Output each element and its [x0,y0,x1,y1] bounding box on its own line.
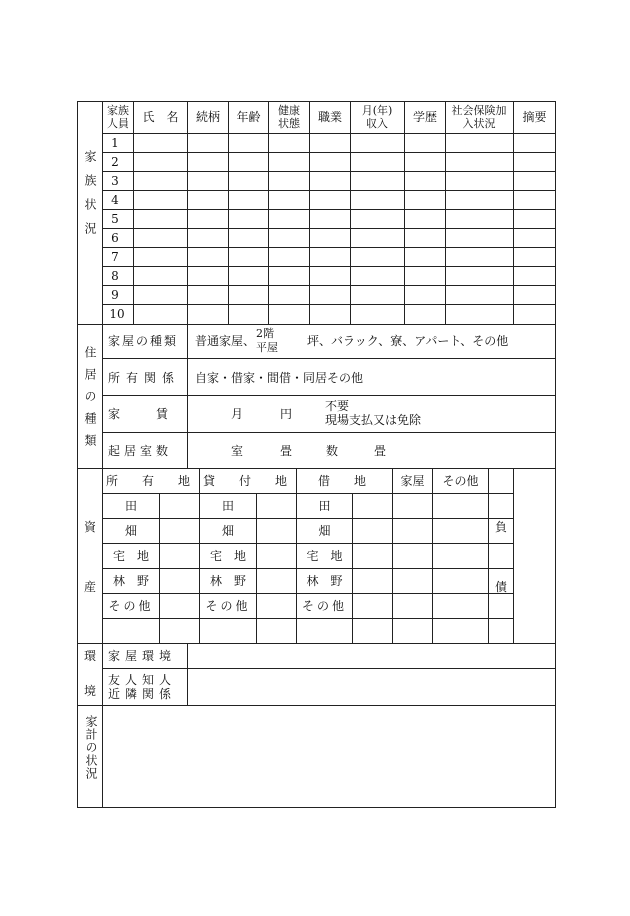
lent-residential: 宅 地 [209,549,246,563]
family-row-line [102,266,556,267]
assets-row-line [102,618,514,619]
ownership-value: 自家・借家・間借・同居その他 [195,371,364,385]
divider-assets-env [77,643,556,644]
header-owned-land: 所 有 地 [106,474,197,488]
lent-field: 畑 [221,524,234,538]
family-col-line [404,101,405,325]
rent-label: 家 賃 [108,407,169,421]
header-other: その他 [442,474,479,488]
rooms-jo: 畳 [280,444,293,458]
row-number: 6 [111,231,119,245]
row-number: 3 [111,174,119,188]
owned-residential: 宅 地 [112,549,149,563]
frame-top [77,101,556,102]
borrowed-residential: 宅 地 [306,549,343,563]
housing-row-line [102,432,556,433]
family-row-line [102,304,556,305]
assets-col-line [488,468,489,644]
assets-col-line [513,468,514,644]
header-relation: 続柄 [195,110,220,124]
borrowed-paddy: 田 [318,499,331,513]
borrowed-forest: 林 野 [306,574,343,588]
assets-row-line [102,543,514,544]
housing-row-line [102,395,556,396]
assets-row-line [102,593,514,594]
row-number: 10 [109,307,125,321]
assets-row-line [102,493,514,494]
family-col-line [350,101,351,325]
assets-col-line [352,493,353,644]
house-type-two-story: 2階 [256,327,274,340]
rent-month: 月 [231,407,244,421]
row-number: 4 [111,193,119,207]
house-environment-label: 家屋環境 [108,649,177,663]
divider-env-budget [77,705,556,706]
header-borrowed-land: 借 地 [317,474,372,488]
header-lent-land: 貸 付 地 [203,474,294,488]
header-name: 氏 名 [142,110,179,124]
owned-other: その他 [108,599,154,613]
header-occupation: 職業 [317,110,342,124]
house-type-others: 坪、バラック、寮、アパート、その他 [307,334,509,348]
ownership-label: 所有関係 [108,371,181,385]
family-row-line [102,190,556,191]
family-row-line [102,209,556,210]
divider-family-housing [77,324,556,325]
lent-paddy: 田 [221,499,234,513]
house-type-one-story: 平屋 [256,341,278,354]
assets-col-line [159,493,160,644]
debt-label-2: 債 [494,580,507,594]
header-education: 学歴 [412,110,437,124]
rent-not-required: 不要 [325,399,350,413]
section-label-budget: 家計の状況 [84,715,98,780]
assets-col-line [392,468,393,644]
header-health: 健康状態 [278,104,300,130]
family-col-line [228,101,229,325]
header-age: 年齢 [236,110,261,124]
section-label-divider [102,101,103,808]
housing-row-line [102,358,556,359]
owned-forest: 林 野 [112,574,149,588]
family-row-line [102,285,556,286]
family-row-line [102,171,556,172]
env-row-line [102,668,556,669]
env-label-line [187,643,188,706]
house-type-ordinary: 普通家屋、 [195,334,256,348]
lent-forest: 林 野 [209,574,246,588]
row-number: 8 [111,269,119,283]
header-social-insurance: 社会保険加入状況 [451,104,507,130]
owned-field: 畑 [124,524,137,538]
family-row-line [102,152,556,153]
section-label-env-1: 環 [83,649,96,663]
rooms-total-jo: 畳 [374,444,387,458]
rooms-count: 数 [326,444,339,458]
borrowed-field: 畑 [318,524,331,538]
debt-label-1: 負 [494,520,507,534]
rent-yen: 円 [280,407,293,421]
section-label-assets-1: 資 [83,520,96,534]
assets-col-line [432,468,433,644]
friends-label: 友人知人 [108,673,177,687]
family-row-line [102,247,556,248]
family-col-line [133,101,134,325]
section-label-housing: 住居の種類 [83,346,97,456]
family-col-line [309,101,310,325]
lent-other: その他 [205,599,251,613]
owned-paddy: 田 [124,499,137,513]
family-header-line [102,133,556,134]
assets-col-line [256,493,257,644]
row-number: 9 [111,288,119,302]
header-remarks: 摘要 [522,110,547,124]
rooms-label: 起居室数 [108,444,173,458]
header-income: 月(年)収入 [361,104,393,130]
family-col-line [187,101,188,325]
neighbors-label: 近隣関係 [108,687,177,701]
borrowed-other: その他 [301,599,347,613]
assets-row-line [102,518,514,519]
header-family-members: 家族人員 [107,104,129,130]
frame-left [77,101,78,808]
divider-housing-assets [77,468,556,469]
row-number: 1 [111,136,119,150]
frame-right [555,101,556,808]
header-house: 家屋 [400,474,425,488]
assets-row-line [102,568,514,569]
section-label-env-2: 境 [83,684,96,698]
family-col-line [445,101,446,325]
row-number: 2 [111,155,119,169]
family-col-line [268,101,269,325]
row-number: 7 [111,250,119,264]
family-col-line [513,101,514,325]
frame-bottom [77,807,556,808]
section-label-assets-2: 産 [83,580,96,594]
rooms-room: 室 [231,444,244,458]
section-label-family: 家族状況 [83,150,97,246]
rent-onsite-or-exempt: 現場支払又は免除 [325,413,422,427]
housing-label-line [187,324,188,469]
house-type-label: 家屋の種類 [108,334,179,348]
family-row-line [102,228,556,229]
row-number: 5 [111,212,119,226]
